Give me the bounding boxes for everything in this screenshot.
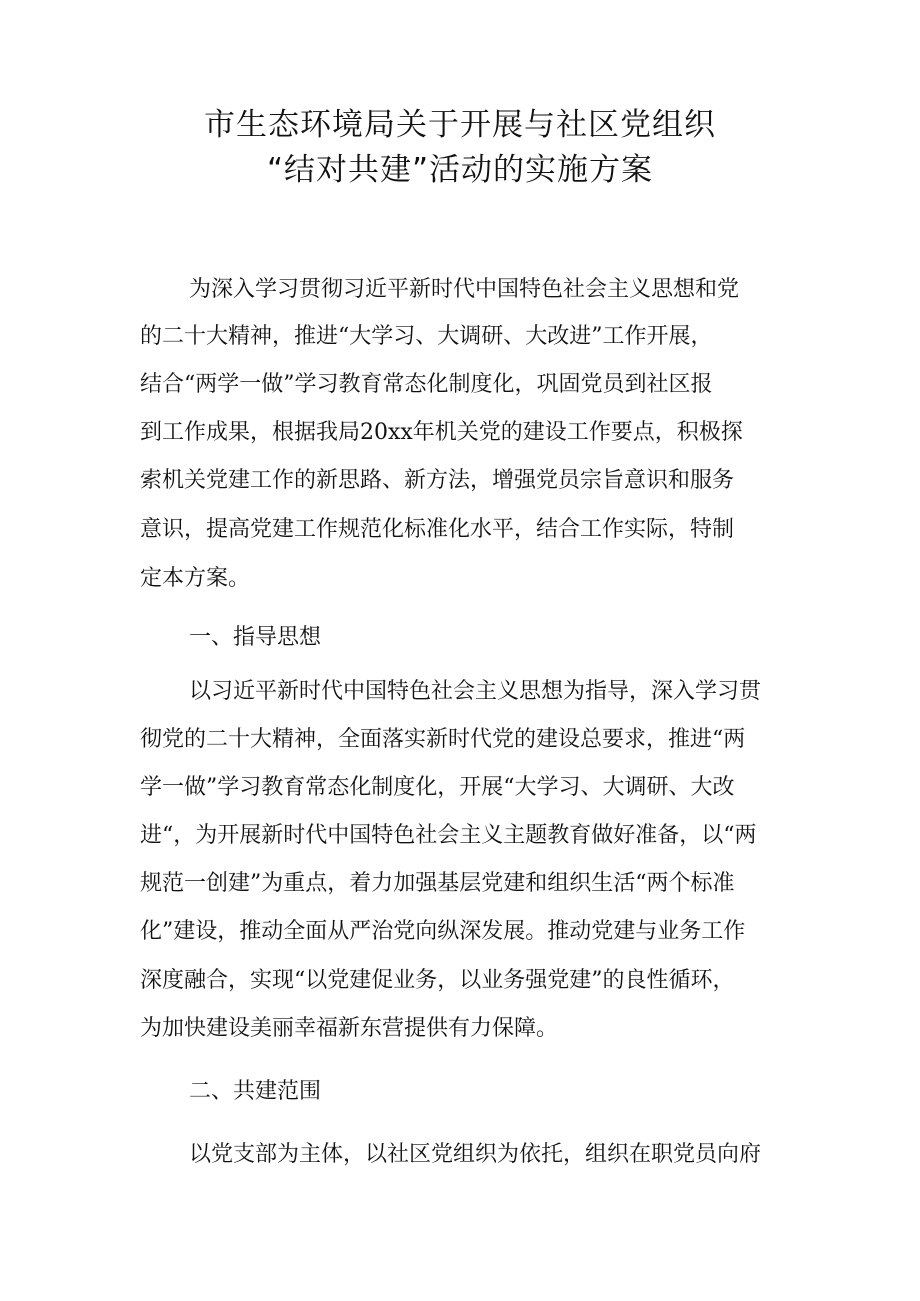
section1-line-5: 规范一创建”为重点，着力加强基层党建和组织生活“两个标准	[140, 871, 735, 896]
section1-line-6: 化”建设，推动全面从严治党向纵深发展。推动党建与业务工作	[140, 919, 746, 944]
section-heading-guiding-ideology: 一、指导思想	[189, 625, 322, 650]
intro-line-1: 为深入学习贯彻习近平新时代中国特色社会主义思想和党	[189, 277, 740, 302]
section1-line-4: 进“，为开展新时代中国特色社会主义主题教育做好准备，以“两	[140, 823, 757, 848]
intro-line-7: 定本方案。	[140, 566, 251, 591]
section-heading-scope: 二、共建范围	[189, 1079, 322, 1104]
intro-line-3: 结合“两学一做”学习教育常态化制度化，巩固党员到社区报	[140, 372, 713, 397]
document-title-line-2: “结对共建”活动的实施方案	[266, 152, 654, 188]
section2-line-1: 以党支部为主体，以社区党组织为依托，组织在职党员向府	[189, 1142, 762, 1167]
intro-line-5: 索机关党建工作的新思路、新方法，增强党员宗旨意识和服务	[140, 468, 735, 493]
intro-line-4: 到工作成果，根据我局20xx年机关党的建设工作要点，积极探	[140, 420, 743, 445]
document-title-line-1: 市生态环境局关于开展与社区党组织	[204, 107, 716, 143]
section1-line-1: 以习近平新时代中国特色社会主义思想为指导，深入学习贯	[189, 679, 762, 704]
section1-line-8: 为加快建设美丽幸福新东营提供有力保障。	[140, 1016, 559, 1041]
intro-line-2: 的二十大精神，推进“大学习、大调研、大改进”工作开展，	[140, 324, 713, 349]
section1-line-3: 学一做”学习教育常态化制度化，开展“大学习、大调研、大改	[140, 775, 735, 800]
intro-line-6: 意识，提高党建工作规范化标准化水平，结合工作实际，特制	[140, 517, 735, 542]
section1-line-2: 彻党的二十大精神，全面落实新时代党的建设总要求，推进“两	[140, 727, 746, 752]
section1-line-7: 深度融合，实现“以党建促业务，以业务强党建”的良性循环，	[140, 968, 735, 993]
